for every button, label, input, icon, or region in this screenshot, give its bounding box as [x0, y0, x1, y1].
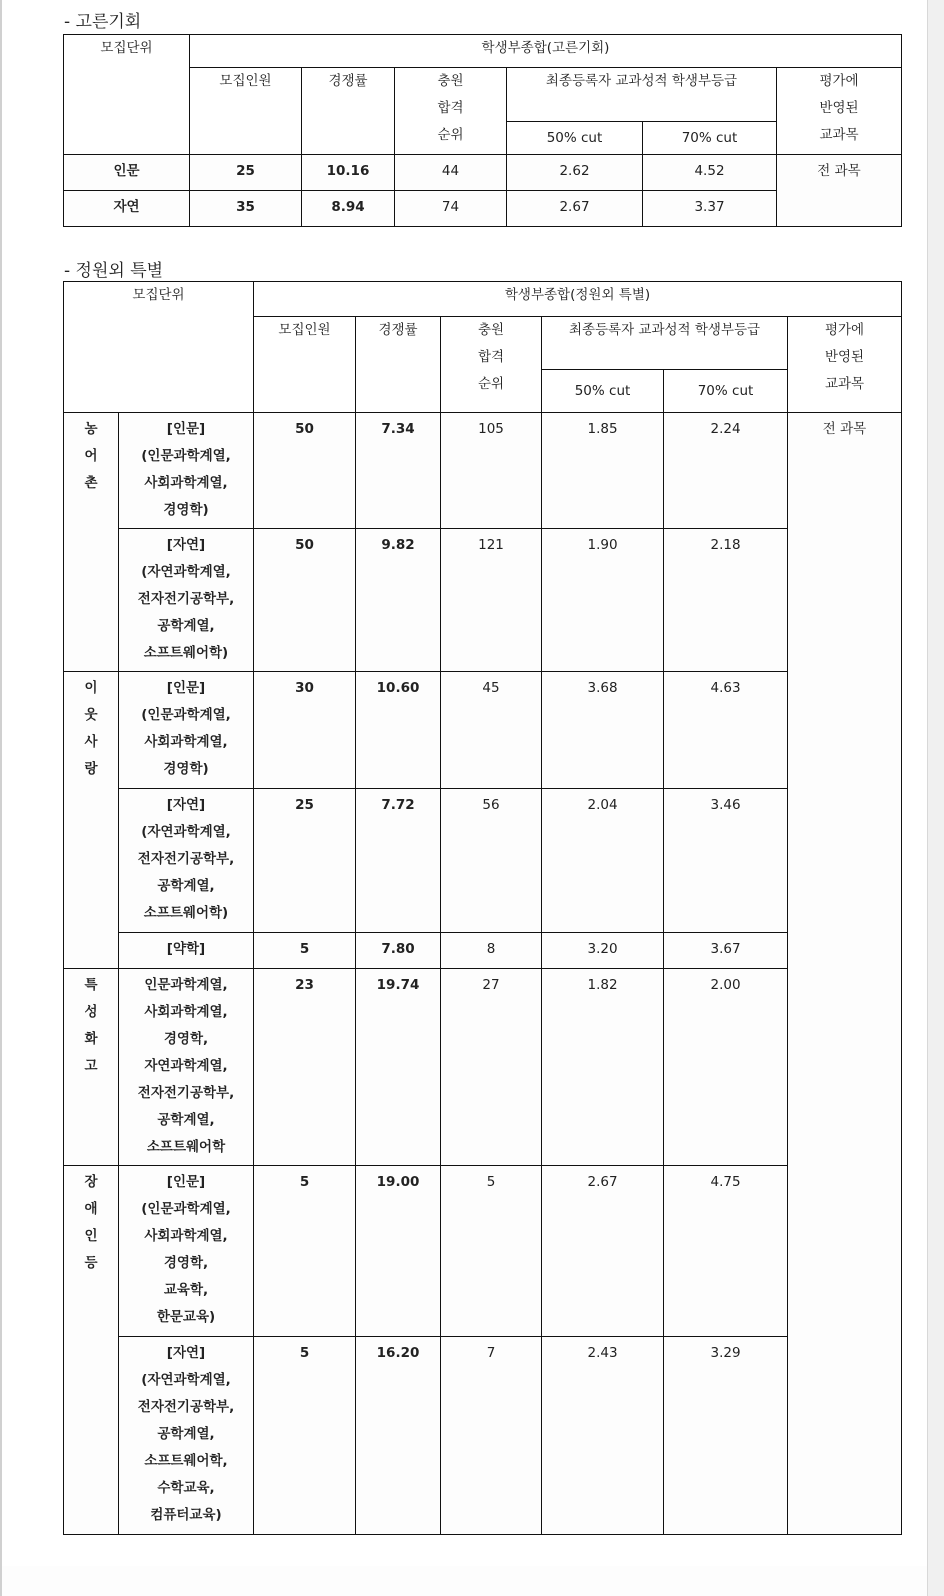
table-row: 이 웃 사 랑 [인문] (인문과학계열, 사회과학계열, 경영학) 30 10.60 45 3.68 4.63: [64, 672, 902, 789]
group-jangaeindeung: 장 애 인 등: [64, 1166, 119, 1535]
group-nongeochon: 농 어 촌: [64, 413, 119, 672]
table-row: [약학] 5 7.80 8 3.20 3.67: [64, 933, 902, 969]
table-row: [자연] (자연과학계열, 전자전기공학부, 공학계열, 소프트웨어학, 수학교육, 컴퓨터교육) 5 16.20 7 2.43 3.29: [64, 1337, 902, 1535]
group-iutsarang: 이 웃 사 랑: [64, 672, 119, 969]
header-waitlist: 충원 합격 순위: [395, 68, 507, 155]
header-cut50: 50% cut: [542, 370, 664, 413]
header-grade-group: 최종등록자 교과성적 학생부등급: [542, 317, 788, 370]
table-jeongwonoe: [63, 281, 902, 1535]
table-row: [자연] (자연과학계열, 전자전기공학부, 공학계열, 소프트웨어학) 25 7.72 56 2.04 3.46: [64, 789, 902, 933]
table-row: [자연] (자연과학계열, 전자전기공학부, 공학계열, 소프트웨어학) 50 9.82 121 1.90 2.18: [64, 529, 902, 672]
header-cut70: 70% cut: [643, 122, 777, 155]
header-competition: 경쟁률: [302, 68, 395, 155]
header-competition: 경쟁률: [356, 317, 441, 413]
table-row: 농 어 촌 [인문] (인문과학계열, 사회과학계열, 경영학) 50 7.34 105 1.85 2.24 전 과목: [64, 413, 902, 529]
header-subjects: 평가에 반영된 교과목: [788, 317, 902, 413]
subjects-value: 전 과목: [777, 155, 902, 227]
table-goreungihoe: [63, 34, 902, 227]
scrollbar-track[interactable]: [927, 0, 928, 1596]
table-row: 장 애 인 등 [인문] (인문과학계열, 사회과학계열, 경영학, 교육학, 한문교육) 5 19.00 5 2.67 4.75: [64, 1166, 902, 1337]
group-teukseonghwago: 특 성 화 고: [64, 969, 119, 1166]
header-cut50: 50% cut: [507, 122, 643, 155]
unit-cell: [자연] (자연과학계열, 전자전기공학부, 공학계열, 소프트웨어학): [119, 789, 254, 933]
header-group: 학생부종합(고른기회): [190, 35, 902, 68]
header-unit: 모집단위: [64, 35, 190, 155]
header-grade-group: 최종등록자 교과성적 학생부등급: [507, 68, 777, 122]
header-subjects: 평가에 반영된 교과목: [777, 68, 902, 155]
unit-cell: 인문과학계열, 사회과학계열, 경영학, 자연과학계열, 전자전기공학부, 공학계열, 소프트웨어학: [119, 969, 254, 1166]
subjects-value: 전 과목: [788, 413, 902, 1535]
header-recruit: 모집인원: [254, 317, 356, 413]
unit-cell: [인문] (인문과학계열, 사회과학계열, 경영학): [119, 413, 254, 529]
section-title-goreungihoe: - 고른기회: [64, 12, 142, 32]
header-unit: 모집단위: [64, 282, 254, 413]
header-recruit: 모집인원: [190, 68, 302, 155]
table-row: 특 성 화 고 인문과학계열, 사회과학계열, 경영학, 자연과학계열, 전자전기공학부, 공학계열, 소프트웨어학 23 19.74 27 1.82 2.00: [64, 969, 902, 1166]
table-row: 인문 25 10.16 44 2.62 4.52 전 과목: [64, 155, 902, 191]
header-cut70: 70% cut: [664, 370, 788, 413]
section-title-jeongwonoe: - 정원외 특별: [64, 261, 164, 281]
unit-cell: [인문] (인문과학계열, 사회과학계열, 경영학, 교육학, 한문교육): [119, 1166, 254, 1337]
unit-cell: [자연] (자연과학계열, 전자전기공학부, 공학계열, 소프트웨어학, 수학교육, 컴퓨터교육): [119, 1337, 254, 1535]
unit-cell: [인문] (인문과학계열, 사회과학계열, 경영학): [119, 672, 254, 789]
table-row: 자연 35 8.94 74 2.67 3.37: [64, 191, 902, 227]
unit-cell: [자연] (자연과학계열, 전자전기공학부, 공학계열, 소프트웨어학): [119, 529, 254, 672]
header-group: 학생부종합(정원외 특별): [254, 282, 902, 317]
header-waitlist: 충원 합격 순위: [441, 317, 542, 413]
unit-cell: [약학]: [119, 933, 254, 969]
